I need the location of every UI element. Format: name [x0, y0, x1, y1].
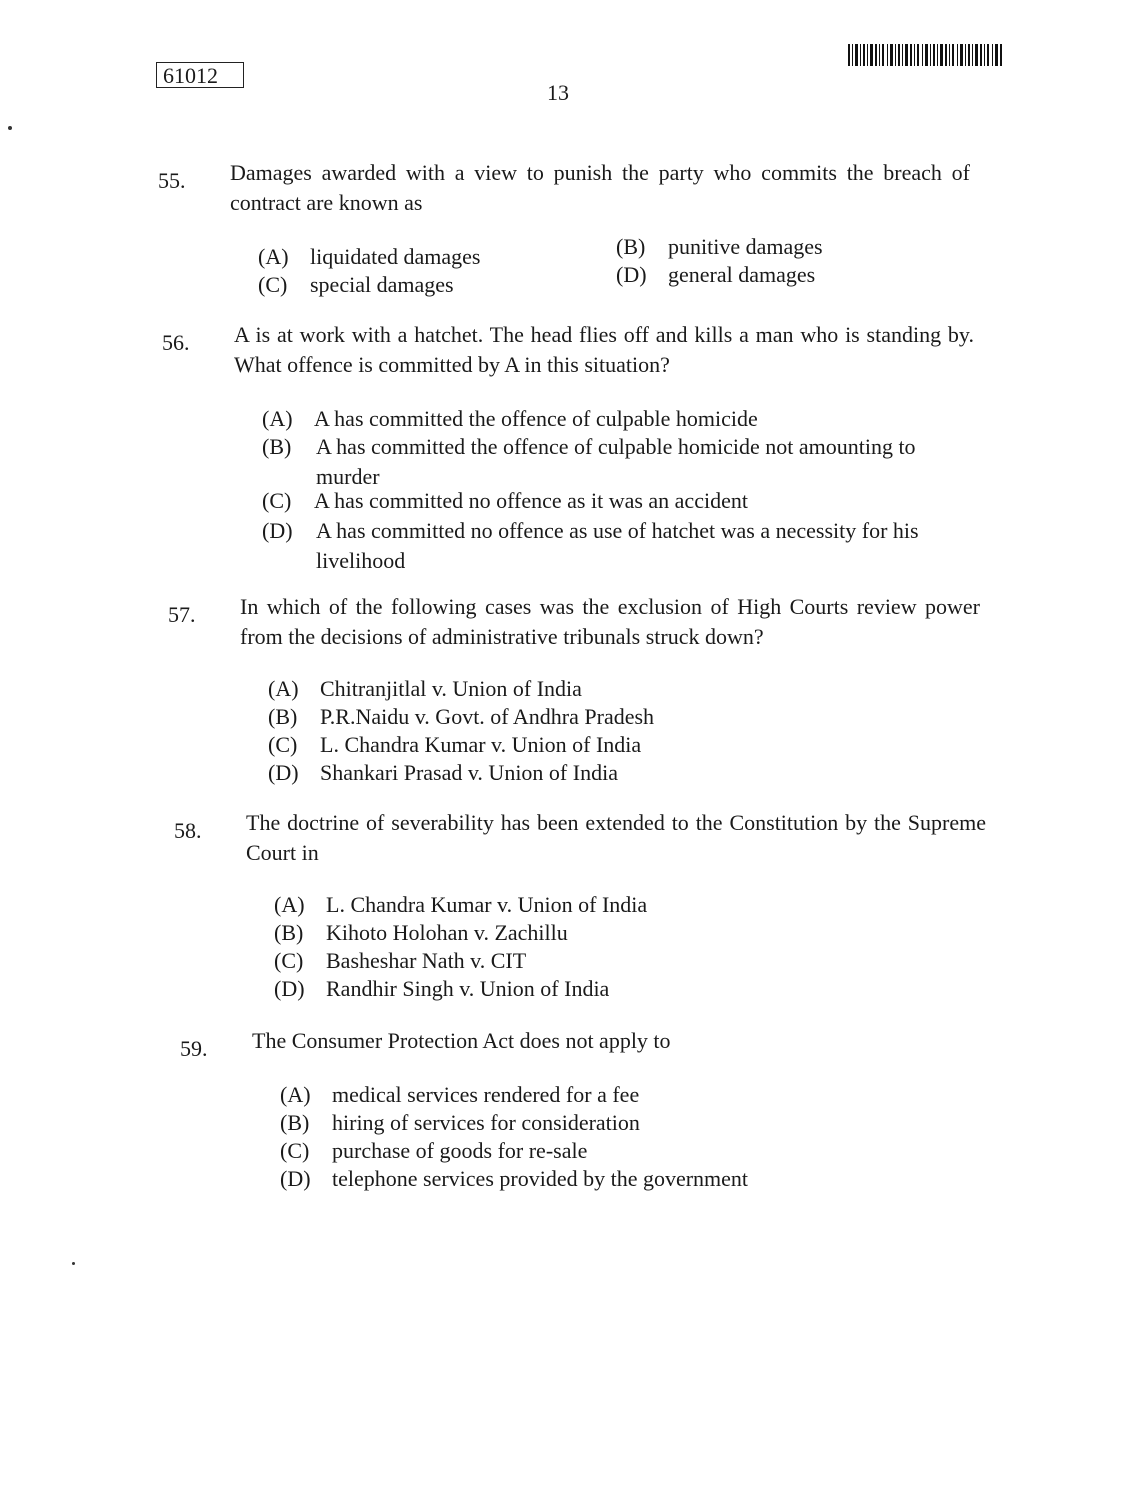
option-text: punitive damages: [668, 234, 823, 259]
option-c: [280, 1136, 587, 1166]
question-55: [158, 160, 978, 306]
option-c: [274, 946, 526, 976]
option-label: (D): [616, 262, 647, 287]
option-b: [268, 702, 654, 732]
question-text: A is at work with a hatchet. The head flies off and kills a man who is standing by. What offence is committed by A in this situation?: [234, 322, 974, 377]
option-d: [616, 260, 815, 290]
page-number: 13: [547, 80, 569, 105]
option-label: (B): [616, 234, 646, 259]
option-a: [268, 674, 582, 704]
option-text: liquidated damages: [310, 244, 481, 269]
option-label: (B): [274, 920, 304, 945]
question-58: [174, 810, 994, 1001]
option-b: [262, 432, 982, 488]
option-label: (D): [268, 760, 299, 785]
option-text: L. Chandra Kumar v. Union of India: [320, 732, 642, 757]
scan-speck: [8, 126, 12, 130]
option-label: (B): [280, 1110, 310, 1135]
option-c: [262, 486, 748, 516]
question-text: Damages awarded with a view to punish the party who commits the breach of contract are known as: [230, 160, 970, 215]
option-a: [258, 242, 480, 272]
option-text: P.R.Naidu v. Govt. of Andhra Pradesh: [320, 704, 655, 729]
option-text: Randhir Singh v. Union of India: [326, 976, 610, 1001]
option-label: (C): [268, 732, 298, 757]
option-label: (C): [262, 488, 292, 513]
barcode: [848, 44, 1002, 66]
option-text: A has committed the offence of culpable homicide not amounting to murder: [316, 434, 916, 489]
option-text: Basheshar Nath v. CIT: [326, 948, 527, 973]
option-label: (C): [280, 1138, 310, 1163]
question-text: The Consumer Protection Act does not apply to: [252, 1028, 671, 1053]
option-text: Kihoto Holohan v. Zachillu: [326, 920, 568, 945]
question-57: [168, 594, 988, 785]
question-number: 59.: [180, 1036, 208, 1061]
question-56: [162, 322, 982, 573]
option-d: [268, 758, 618, 788]
option-b: [280, 1108, 640, 1138]
option-text: general damages: [668, 262, 816, 287]
question-text: In which of the following cases was the exclusion of High Courts review power from the decisions of administrative tribunals struck down?: [240, 594, 980, 649]
option-label: (D): [274, 976, 305, 1001]
paper-code-box: 61012: [156, 62, 244, 88]
question-number: 58.: [174, 818, 202, 843]
question-number: 57.: [168, 602, 196, 627]
option-c: [268, 730, 641, 760]
option-label: (A): [258, 244, 289, 269]
option-d: [274, 974, 609, 1004]
option-label: (C): [274, 948, 304, 973]
option-text: Chitranjitlal v. Union of India: [320, 676, 582, 701]
option-text: purchase of goods for re-sale: [332, 1138, 588, 1163]
option-text: L. Chandra Kumar v. Union of India: [326, 892, 648, 917]
option-a: [280, 1080, 639, 1110]
option-a: [262, 404, 758, 434]
option-text: Shankari Prasad v. Union of India: [320, 760, 618, 785]
option-b: [274, 918, 568, 948]
option-a: [274, 890, 647, 920]
question-text: The doctrine of severability has been extended to the Constitution by the Supreme Court in: [246, 810, 986, 865]
option-text: A has committed no offence as it was an accident: [314, 488, 748, 513]
option-label: (C): [258, 272, 288, 297]
option-d: [262, 516, 982, 572]
question-59: [180, 1028, 1000, 1194]
option-label: (A): [262, 406, 293, 431]
option-b: [616, 232, 823, 262]
option-text: A has committed the offence of culpable homicide: [314, 406, 758, 431]
option-label: (D): [280, 1166, 311, 1191]
option-text: A has committed no offence as use of hatchet was a necessity for his livelihood: [316, 518, 919, 573]
option-label: (A): [280, 1082, 311, 1107]
question-number: 55.: [158, 168, 186, 193]
option-label: (A): [268, 676, 299, 701]
option-text: special damages: [310, 272, 454, 297]
option-label: (D): [262, 518, 293, 543]
option-label: (A): [274, 892, 305, 917]
option-text: medical services rendered for a fee: [332, 1082, 640, 1107]
option-label: (B): [268, 704, 298, 729]
option-text: hiring of services for consideration: [332, 1110, 640, 1135]
option-d: [280, 1164, 748, 1194]
option-c: [258, 270, 454, 300]
option-text: telephone services provided by the government: [332, 1166, 749, 1191]
scan-speck: [72, 1262, 75, 1265]
question-number: 56.: [162, 330, 190, 355]
option-label: (B): [262, 434, 292, 459]
